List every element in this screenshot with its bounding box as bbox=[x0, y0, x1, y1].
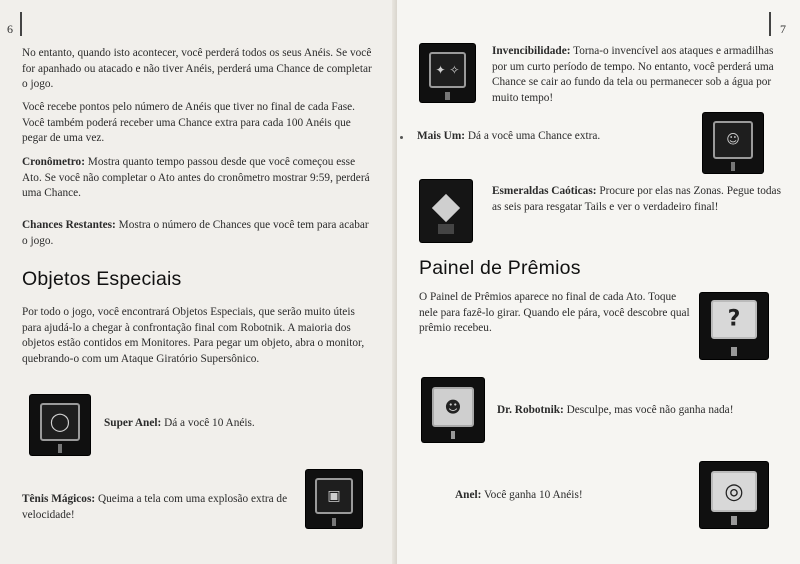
shoes-label: Tênis Mágicos: bbox=[22, 493, 96, 505]
ring-monitor-icon: ◯ bbox=[30, 395, 90, 455]
left-page bbox=[0, 0, 397, 564]
chaos-emerald-icon bbox=[420, 180, 472, 242]
timer-paragraph bbox=[22, 155, 372, 202]
robotnik-label: Dr. Robotnik: bbox=[497, 404, 564, 416]
lives-text: Mostra o número de Chances que você tem para acabar o jogo. bbox=[22, 219, 369, 247]
oneup-label: Mais Um: bbox=[417, 130, 466, 142]
invincibility-item bbox=[492, 44, 782, 106]
super-ring-item bbox=[104, 416, 354, 432]
emeralds-text: Procure por elas nas Zonas. Pegue todas as seis para resgatar Tails e ver o verdadeiro final! bbox=[492, 185, 781, 213]
ring-text: Você ganha 10 Anéis! bbox=[483, 489, 583, 501]
timer-label: Cronômetro: bbox=[22, 156, 85, 168]
special-objects-paragraph: Por todo o jogo, você encontrará Objetos Especiais, que serão muito úteis para ajudá-lo a chegar à confrontação final com Robotnik. A maioria dos objetos estão contidos em Monitores. Para pegar um objeto, abra o monitor, quebrando-o com um Ataque Giratório Supersônico. bbox=[22, 306, 365, 365]
oneup-item bbox=[417, 129, 677, 145]
ring-sign-icon: ◎ bbox=[700, 462, 768, 528]
super-ring-text: Dá a você 10 Anéis. bbox=[164, 417, 255, 429]
invincibility-monitor-icon: ✦ ✧ bbox=[420, 44, 475, 102]
question-sign-icon: ? bbox=[700, 293, 768, 359]
points-paragraph: Você recebe pontos pelo número de Anéis que tiver no final de cada Fase. Você também poderá receber uma Chance extra para cada 100 Anéis que pegar de uma vez. bbox=[22, 101, 355, 145]
robotnik-item bbox=[497, 403, 787, 419]
shoes-text: Queima a tela com uma explosão extra de velocidade! bbox=[22, 493, 288, 521]
ring-item bbox=[455, 488, 655, 504]
speed-shoes-monitor-icon: ▣ bbox=[306, 470, 362, 528]
emeralds-item bbox=[492, 184, 782, 215]
shoes-item bbox=[22, 492, 302, 523]
robotnik-text: Desculpe, mas você não ganha nada! bbox=[566, 404, 734, 416]
page-margin-mark bbox=[769, 12, 771, 36]
prize-panel-paragraph: O Painel de Prêmios aparece no final de cada Ato. Toque nele para fazê-lo girar. Quando ele pára, você descobre qual prêmio recebeu. bbox=[419, 291, 690, 335]
page-number-left: 6 bbox=[7, 22, 13, 36]
special-objects-heading: Objetos Especiais bbox=[22, 268, 182, 290]
emeralds-label: Esmeraldas Caóticas: bbox=[492, 185, 597, 197]
ring-label: Anel: bbox=[455, 489, 482, 501]
robotnik-sign-icon: ☻ bbox=[422, 378, 484, 442]
page-number-right: 7 bbox=[780, 22, 786, 36]
timer-text: Mostra quanto tempo passou desde que você começou esse Ato. Se você não completar o Ato antes do cronômetro mostrar 9:59, perderá uma Chance. bbox=[22, 156, 370, 200]
oneup-text: Dá a você uma Chance extra. bbox=[467, 130, 601, 142]
print-speck bbox=[400, 136, 403, 139]
page-margin-mark bbox=[20, 12, 22, 36]
prize-panel-heading: Painel de Prêmios bbox=[419, 257, 581, 279]
lives-label: Chances Restantes: bbox=[22, 219, 116, 231]
invincibility-label: Invencibilidade: bbox=[492, 45, 571, 57]
super-ring-label: Super Anel: bbox=[104, 417, 162, 429]
intro-paragraph: No entanto, quando isto acontecer, você perderá todos os seus Anéis. Se você for apanhado ou atacado e não tiver Anéis, perderá uma Chance de completar o jogo. bbox=[22, 47, 372, 91]
right-page bbox=[397, 0, 800, 564]
lives-paragraph bbox=[22, 218, 372, 249]
invincibility-text: Torna-o invencível aos ataques e armadilhas por um curto período de tempo. No entanto, você perderá uma Chance se cair ao fundo da tela ou permanecer sob a água por muito tempo! bbox=[492, 45, 774, 104]
extra-life-monitor-icon: ☺ bbox=[703, 113, 763, 173]
